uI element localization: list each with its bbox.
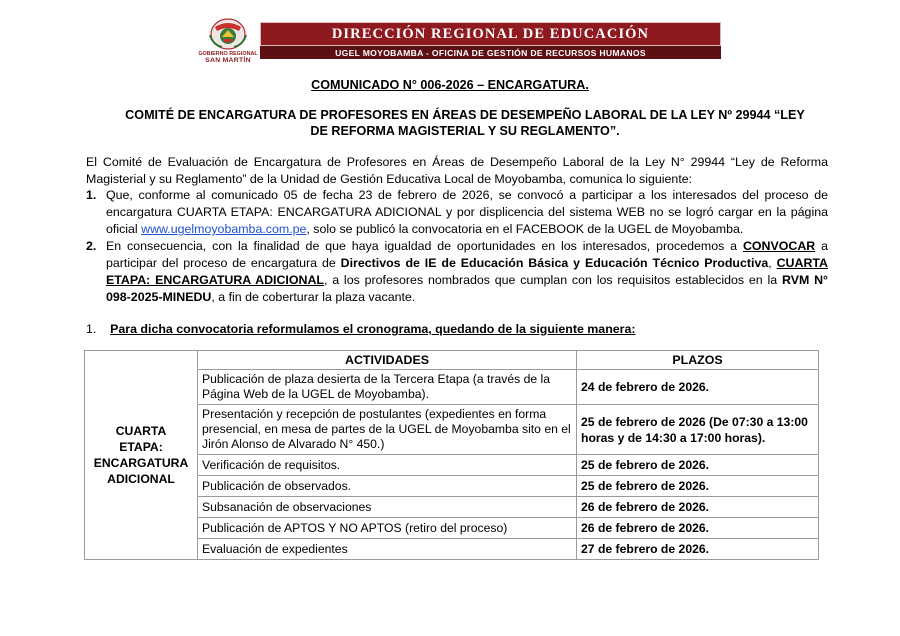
schedule-intro-number: 1. (86, 322, 97, 336)
stage-line: CUARTA (115, 424, 167, 438)
item-2-rvm: RVM N° 098-2025-MINEDU (106, 273, 828, 304)
stage-cell (85, 351, 198, 560)
activity-cell: Subsanación de observaciones (198, 497, 577, 518)
item-1-number: 1. (86, 188, 97, 202)
committee-title: COMITÉ DE ENCARGATURA DE PROFESORES EN ÁREAS DE DESEMPEÑO LABORAL DE LA LEY Nº 29944 “LEY DE REFORMA MAGISTERIAL Y SU REGLAMENTO”. (125, 108, 805, 138)
schedule-intro-text: Para dicha convocatoria reformulamos el cronograma, quedando de la siguiente manera: (110, 322, 636, 336)
deadline-cell: 26 de febrero de 2026. (577, 497, 819, 518)
comunicado-title: COMUNICADO N° 006-2026 – ENCARGATURA. (311, 78, 589, 92)
deadlines-header: PLAZOS (577, 351, 819, 370)
item-2-cuarta-etapa: CUARTA ETAPA: ENCARGATURA ADICIONAL (106, 256, 828, 287)
stage-line: ENCARGATURA (93, 456, 189, 470)
regional-government-logo (198, 17, 258, 65)
item-2-directivos: Directivos de IE de Educación Básica y Educación Técnico Productiva (340, 256, 769, 270)
coat-of-arms-icon (198, 17, 258, 51)
header-banner (198, 17, 721, 64)
item-2-t7: , a los profesores nombrados que cumplan con los requisitos establecidos en la (323, 273, 782, 287)
deadline-cell: 25 de febrero de 2026. (577, 476, 819, 497)
item-2-convocar: CONVOCAR (742, 239, 816, 253)
deadline-cell: 25 de febrero de 2026 (De 07:30 a 13:00 horas y de 14:30 a 17:00 horas). (577, 405, 819, 455)
item-1-text-b: , solo se publicó la convocatoria en el FACEBOOK de la UGEL de Moyobamba. (306, 222, 744, 236)
deadline-cell: 27 de febrero de 2026. (577, 539, 819, 560)
item-2-t5: , (768, 256, 777, 270)
item-2-t9: , a fin de coberturar la plaza vacante. (211, 290, 416, 304)
activity-cell: Publicación de plaza desierta de la Tercera Etapa (a través de la Página Web de la UGEL de Moyobamba). (198, 370, 577, 405)
deadline-cell: 26 de febrero de 2026. (577, 518, 819, 539)
item-2-text (106, 238, 828, 306)
banner-title: DIRECCIÓN REGIONAL DE EDUCACIÓN (260, 22, 721, 46)
stage-line: ETAPA: (119, 440, 163, 454)
item-1-text (106, 187, 828, 238)
activity-cell: Publicación de observados. (198, 476, 577, 497)
activity-cell: Publicación de APTOS Y NO APTOS (retiro del proceso) (198, 518, 577, 539)
activity-cell: Presentación y recepción de postulantes (expedientes en forma presencial, en mesa de partes de la UGEL de Moyobamba sito en el Jirón Alonso de Alvarado N° 450.) (198, 405, 577, 455)
logo-text-top: GOBIERNO REGIONAL (198, 51, 258, 57)
deadline-cell: 25 de febrero de 2026. (577, 455, 819, 476)
item-1-text-a: Que, conforme al comunicado 05 de fecha 23 de febrero de 2026, se convocó a participar a los interesados del proceso de encargatura CUARTA ETAPA: ENCARGATURA ADICIONAL y por displicencia del sistema WEB no se logró cargar en la página oficial (106, 188, 828, 236)
activity-cell: Evaluación de expedientes (198, 539, 577, 560)
logo-text-bottom: SAN MARTÍN (205, 57, 251, 64)
activity-cell: Verificación de requisitos. (198, 455, 577, 476)
table-header-row (85, 351, 819, 370)
deadline-cell: 24 de febrero de 2026. (577, 370, 819, 405)
ugel-website-link[interactable]: www.ugelmoyobamba.com.pe (141, 222, 307, 236)
intro-paragraph: El Comité de Evaluación de Encargatura de Profesores en Áreas de Desempeño Laboral de la Ley N° 29944 “Ley de Reforma Magisterial y su Reglamento” de la Unidad de Gestión Educativa Local de Moyobamba, comunica lo siguiente: (86, 155, 828, 186)
item-2-t3: a participar del proceso de encargatura de (106, 239, 828, 270)
item-2-number: 2. (86, 239, 97, 253)
banner-subtitle: UGEL MOYOBAMBA - OFICINA DE GESTIÓN DE RECURSOS HUMANOS (260, 46, 721, 59)
schedule-table (84, 350, 819, 560)
stage-line: ADICIONAL (107, 472, 175, 486)
schedule-intro (86, 322, 636, 336)
activities-header: ACTIVIDADES (198, 351, 577, 370)
item-2-t1: En consecuencia, con la finalidad de que haya igualdad de oportunidades en los interesados, procedemos a (106, 239, 743, 253)
